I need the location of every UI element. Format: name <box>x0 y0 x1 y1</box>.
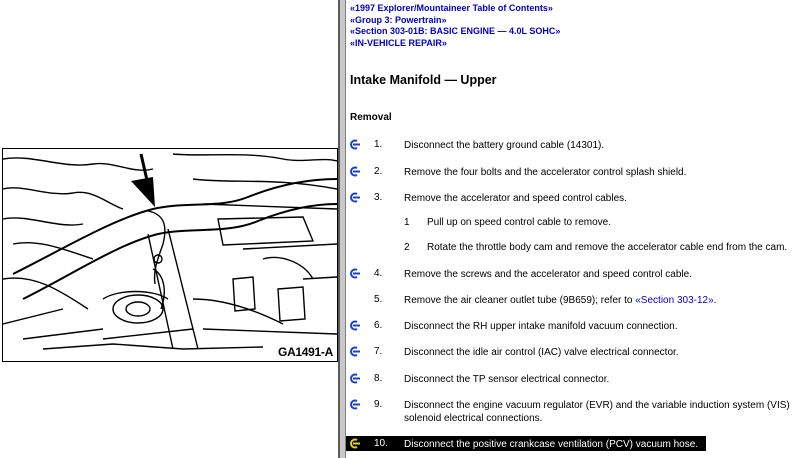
step-text: Remove the accelerator and speed control cables. <box>404 193 627 204</box>
step-text: Disconnect the battery ground cable (14301). <box>404 140 605 151</box>
figure-pane <box>0 0 340 458</box>
engine-illustration <box>3 149 337 361</box>
step-number: 5. <box>374 294 383 305</box>
step-pointer-icon-active[interactable] <box>350 438 361 449</box>
step-pointer-icon[interactable] <box>350 399 361 410</box>
breadcrumb-toc-link[interactable]: «1997 Explorer/Mountaineer Table of Contents» <box>350 3 553 13</box>
step-number: 9. <box>374 399 383 410</box>
step-text: Disconnect the idle air control (IAC) valve electrical connector. <box>404 347 679 358</box>
breadcrumb-repair-link[interactable]: «IN-VEHICLE REPAIR» <box>350 37 447 48</box>
step-number: 3. <box>374 192 383 203</box>
section-heading: Removal <box>350 112 392 123</box>
step-text: Remove the four bolts and the accelerator control splash shield. <box>404 167 687 178</box>
figure-caption: GA1491-A <box>278 345 333 359</box>
step-pointer-icon[interactable] <box>350 139 361 150</box>
step-pointer-icon[interactable] <box>350 373 361 384</box>
step-number: 10. <box>374 438 388 449</box>
pointer-arrow <box>131 154 155 207</box>
step-text-suffix: . <box>713 295 717 306</box>
step-pointer-icon[interactable] <box>350 192 361 203</box>
step-text: Remove the screws and the accelerator and speed control cable. <box>404 269 692 280</box>
breadcrumb <box>350 3 560 49</box>
step-number: 8. <box>374 373 383 384</box>
substep-number: 2 <box>404 242 410 253</box>
step-text: Disconnect the engine vacuum regulator (EVR) and the variable induction system (VIS) solenoid electrical connections. <box>404 400 790 424</box>
step-text: Disconnect the positive crankcase ventilation (PCV) vacuum hose. <box>404 439 699 450</box>
step-number: 6. <box>374 320 383 331</box>
breadcrumb-group-link[interactable]: «Group 3: Powertrain» <box>350 14 447 25</box>
page-title: Intake Manifold — Upper <box>350 73 497 87</box>
step-number: 2. <box>374 166 383 177</box>
step-pointer-icon[interactable] <box>350 268 361 279</box>
step-pointer-icon[interactable] <box>350 346 361 357</box>
step-text: Disconnect the RH upper intake manifold vacuum connection. <box>404 321 678 332</box>
substep-number: 1 <box>404 217 410 228</box>
step-pointer-icon[interactable] <box>350 166 361 177</box>
section-303-12-link[interactable]: «Section 303-12» <box>635 295 714 306</box>
step-text-body: Remove the air cleaner outlet tube (9B659); refer to <box>404 295 636 306</box>
step-text: Disconnect the TP sensor electrical connector. <box>404 374 610 385</box>
step-pointer-icon[interactable] <box>350 320 361 331</box>
breadcrumb-section-link[interactable]: «Section 303-01B: BASIC ENGINE — 4.0L SOHC» <box>350 26 561 36</box>
step-text <box>404 294 800 307</box>
step-number: 1. <box>374 139 383 150</box>
step-number: 4. <box>374 268 383 279</box>
engine-figure <box>2 148 338 362</box>
procedure-pane <box>346 0 800 458</box>
substep-text: Rotate the throttle body cam and remove the accelerator cable end from the cam. <box>427 242 788 253</box>
step-number: 7. <box>374 346 383 357</box>
substep-text: Pull up on speed control cable to remove. <box>427 217 611 228</box>
